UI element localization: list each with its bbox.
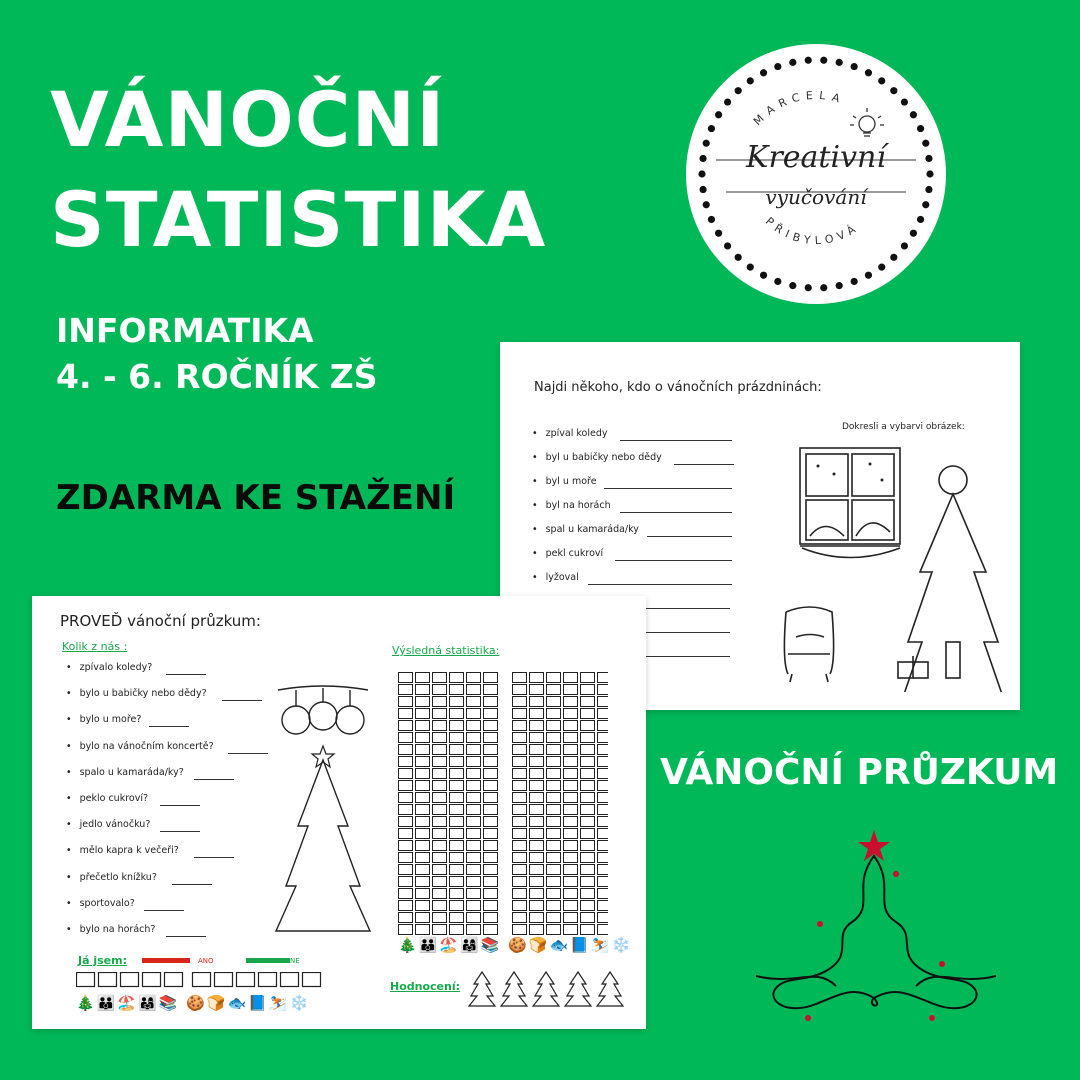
page-title	[50, 70, 546, 270]
sheet1-item: • zpíval koledy	[532, 428, 607, 439]
sheet1-draw-label: Dokresli a vybarvi obrázek:	[842, 422, 965, 432]
red-pencil-icon	[142, 958, 190, 963]
logo-top-text: MARCELA	[750, 88, 848, 129]
sheet2-item: • spalo u kamaráda/ky?	[66, 767, 184, 778]
free-download-label: ZDARMA KE STAŽENÍ	[56, 478, 456, 518]
christmas-tree-drawing	[268, 682, 378, 942]
sheet1-item: • spal u kamaráda/ky	[532, 524, 639, 535]
sheet1-item: • byl na horách	[532, 500, 611, 511]
lightbulb-icon	[850, 108, 884, 136]
hodnoceni-label: Hodnocení:	[390, 980, 461, 993]
sheet2-item: • zpívalo koledy?	[66, 662, 152, 673]
sheet1-heading: Najdi někoho, kdo o vánočních prázdninách:	[534, 380, 822, 395]
svg-text:MARCELA	[751, 89, 847, 128]
logo-script-1: Kreativní	[746, 140, 886, 175]
icon-row-stat: 🎄👪🏖️👨‍👩‍👧📚 🍪🍞🐟📘⛷️❄️	[398, 936, 633, 954]
green-pencil-icon	[246, 958, 290, 963]
kolik-label: Kolik z nás :	[62, 640, 128, 653]
christmas-room-drawing	[770, 442, 1020, 692]
brand-logo	[686, 44, 946, 304]
statistics-grid	[398, 672, 608, 942]
title-line-2: STATISTIKA	[50, 175, 547, 264]
stat-label: Výsledná statistika:	[392, 644, 500, 657]
logo-bottom-text: PŘIBYLOVÁ	[762, 214, 863, 248]
grade-label: 4. - 6. ROČNÍK ZŠ	[56, 357, 378, 396]
svg-text:PŘIBYLOVÁ	[763, 215, 862, 248]
logo-graphic	[686, 44, 946, 304]
icon-row-ja: 🎄👪🏖️👨‍👩‍👧📚 🍪🍞🐟📘⛷️❄️	[76, 994, 311, 1012]
ano-label: ANO	[198, 957, 214, 965]
sheet1-item: • pekl cukroví	[532, 548, 603, 559]
sheet2-item: • sportovalo?	[66, 898, 135, 909]
sheet2-item: • bylo na horách?	[66, 924, 155, 935]
sheet2-item: • bylo na vánočním koncertě?	[66, 741, 214, 752]
ne-label: NE	[290, 957, 300, 965]
sheet1-item: • lyžoval	[532, 572, 579, 583]
sheet2-item: • jedlo vánočku?	[66, 819, 150, 830]
sheet2-item: • přečetlo knížku?	[66, 872, 157, 883]
sheet2-item: • peklo cukroví?	[66, 793, 148, 804]
ja-jsem-boxes	[76, 972, 326, 990]
ja-jsem-label: Já jsem:	[78, 954, 127, 967]
subtitle	[56, 308, 378, 400]
sheet2-item: • bylo u babičky nebo dědy?	[66, 688, 207, 699]
logo-script-2: vyučování	[765, 185, 867, 209]
sheet1-item: • byl u babičky nebo dědy	[532, 452, 662, 463]
rating-trees	[468, 970, 628, 1010]
subject-label: INFORMATIKA	[56, 311, 314, 350]
title-line-1: VÁNOČNÍ	[50, 75, 446, 164]
decorative-tree-icon	[756, 826, 996, 1030]
survey-label: VÁNOČNÍ PRŮZKUM	[660, 752, 1059, 793]
sheet2-item: • bylo u moře?	[66, 714, 141, 725]
worksheet-survey	[32, 596, 646, 1029]
sheet2-item: • mělo kapra k večeři?	[66, 845, 179, 856]
sheet2-heading: PROVEĎ vánoční průzkum:	[60, 612, 261, 630]
sheet1-item: • byl u moře	[532, 476, 597, 487]
